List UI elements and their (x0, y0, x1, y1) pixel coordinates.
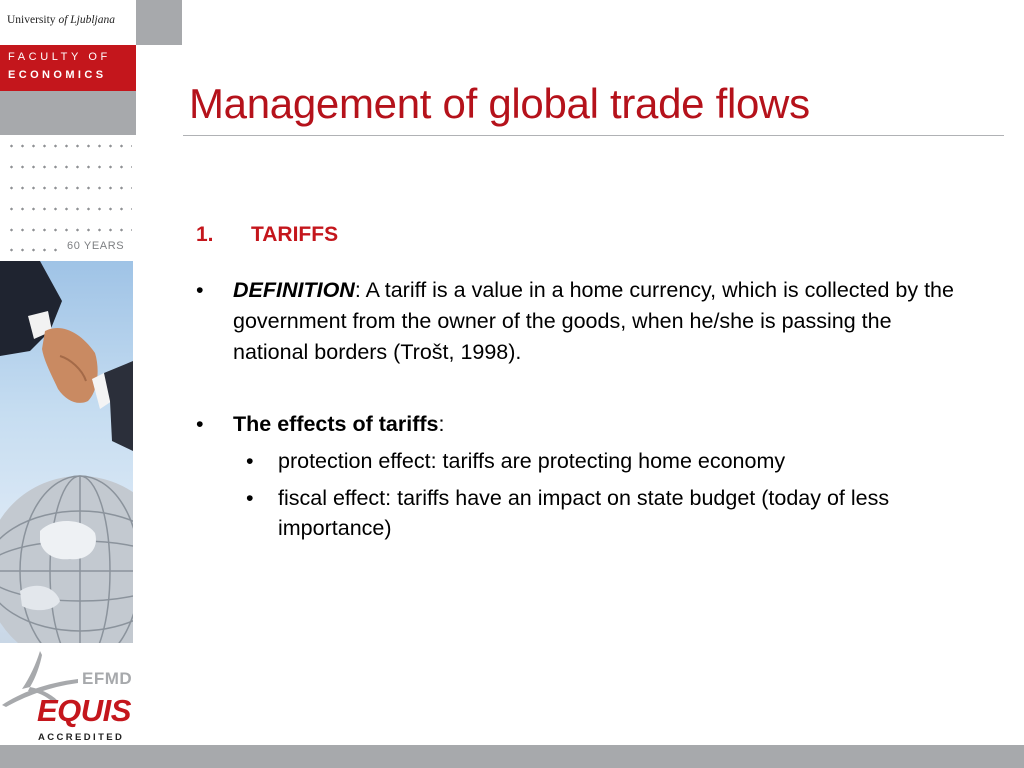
corner-grey-block (136, 0, 182, 45)
faculty-logo (0, 45, 136, 91)
faculty-line2: ECONOMICS (8, 69, 107, 81)
handshake-globe-photo (0, 261, 133, 643)
faculty-line1: FACULTY OF (8, 51, 111, 63)
university-name-italic: of Ljubljana (58, 14, 115, 26)
list-item (196, 275, 956, 368)
globe-continent (40, 521, 96, 559)
sub-bullet-marker: • (246, 449, 254, 473)
accreditation-block (0, 643, 136, 745)
definition-term: DEFINITION (233, 278, 355, 302)
dot-row (6, 144, 132, 148)
definition-separator: : (354, 278, 361, 302)
university-logo (0, 0, 136, 45)
equis-label: EQUIS (37, 693, 131, 728)
efmd-label: EFMD (82, 669, 133, 688)
sub-list-item (196, 446, 956, 476)
sub-item-text: fiscal effect: tariffs have an impact on state budget (today of less importance) (278, 486, 890, 540)
definition-text: A tariff is a value in a home currency, which is collected by the government from the owner of the goods, when he/she is passing the national borders (Trošt, 1998). (233, 278, 954, 364)
grey-band (0, 91, 136, 135)
section-label: TARIFFS (251, 223, 339, 246)
effects-separator: : (438, 412, 445, 436)
sub-list-item (196, 483, 956, 543)
dot-row (6, 248, 61, 252)
sub-item-text: protection effect: tariffs are protecting home economy (278, 449, 786, 473)
section-heading (196, 223, 338, 247)
accredited-label: ACCREDITED (38, 732, 125, 743)
bullet-marker: • (196, 278, 204, 302)
section-number: 1. (196, 223, 214, 246)
list-item (196, 409, 956, 440)
handshake-globe-illustration (0, 261, 133, 643)
dot-row (6, 186, 132, 190)
dot-row (6, 207, 132, 211)
footer-bar (0, 745, 1024, 768)
dot-row (6, 228, 132, 232)
university-name (7, 14, 115, 26)
dot-row (6, 165, 132, 169)
sub-list (196, 446, 956, 543)
bullet-list (196, 275, 956, 550)
university-prefix: University (7, 14, 56, 26)
sub-bullet-marker: • (246, 486, 254, 510)
bullet-marker: • (196, 412, 204, 436)
anniversary-label: 60 YEARS (67, 240, 125, 252)
effects-heading: The effects of tariffs (233, 412, 439, 436)
title-divider (183, 135, 1004, 136)
hands (42, 328, 98, 403)
dotted-pattern (0, 136, 136, 260)
right-sleeve (104, 361, 133, 451)
slide-title: Management of global trade flows (189, 80, 810, 127)
